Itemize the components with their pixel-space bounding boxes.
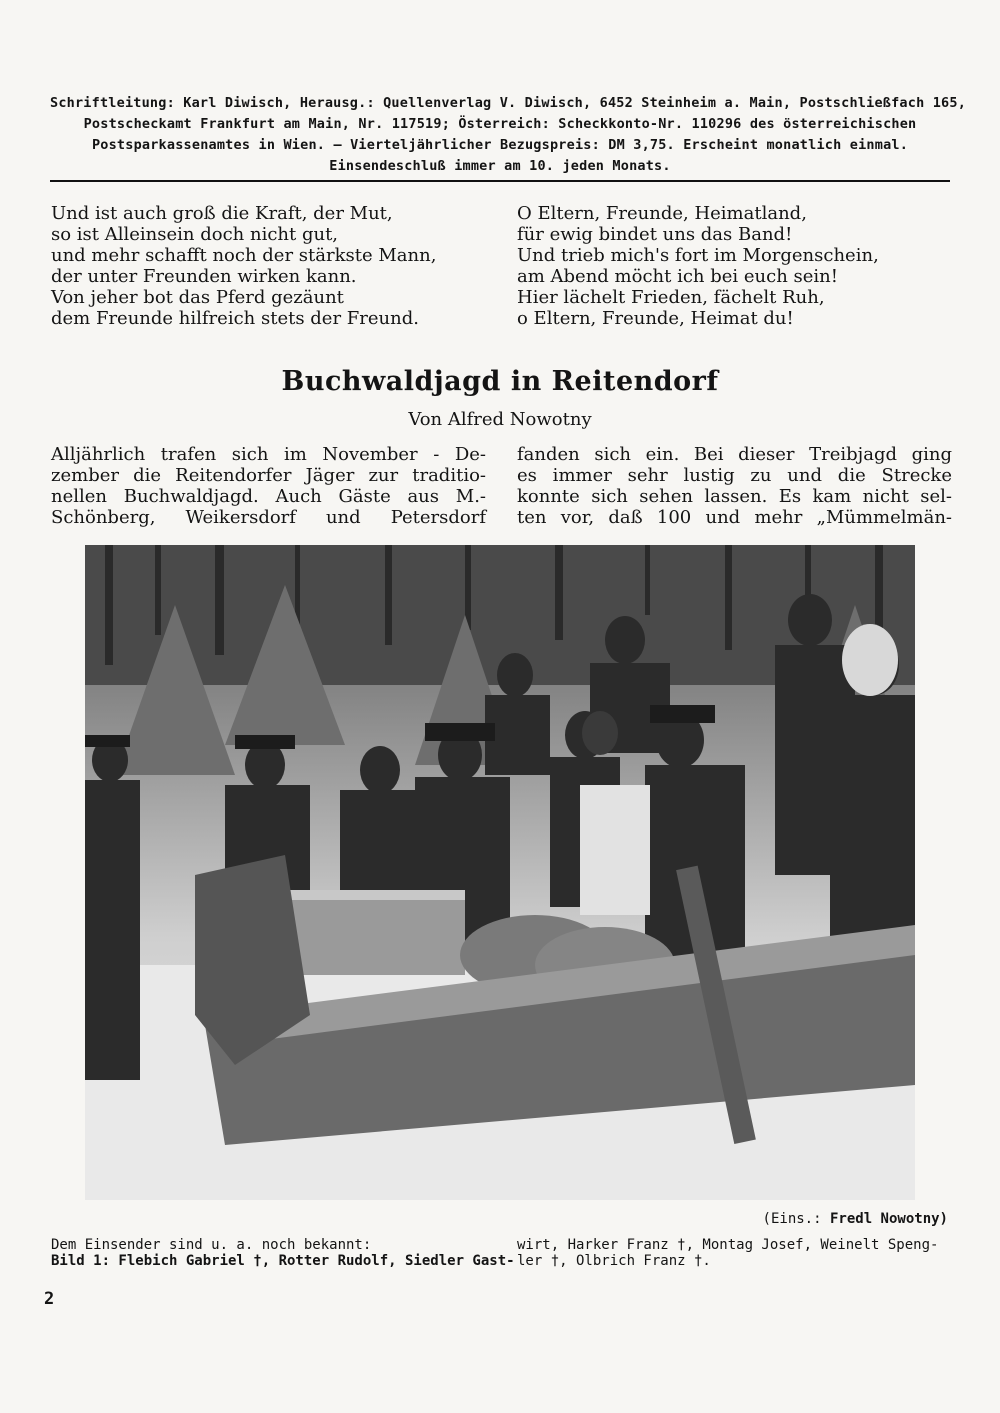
masthead-line: Schriftleitung: Karl Diwisch, Herausg.: Quellenverlag V. Diwisch, 6452 Steinheim a. Main, Postschließfach 165, (50, 95, 967, 111)
masthead (50, 93, 967, 177)
poem-line: Und trieb mich's fort im Morgenschein, (517, 245, 879, 266)
poem-line: dem Freunde hilfreich stets der Freund. (51, 308, 419, 329)
article-line: fanden sich ein. Bei dieser Treibjagd ging (517, 444, 952, 465)
poem-line: am Abend möcht ich bei euch sein! (517, 266, 838, 287)
article-column-right (517, 444, 952, 528)
poem-line: Hier lächelt Frieden, fächelt Ruh, (517, 287, 825, 308)
header-divider (50, 180, 950, 182)
article-author: Von Alfred Nowotny (408, 409, 592, 430)
article-line: es immer sehr lustig zu und die Strecke (517, 465, 952, 486)
article-line: Schönberg, Weikersdorf und Petersdorf (51, 507, 486, 528)
poem-line: O Eltern, Freunde, Heimatland, (517, 203, 807, 224)
masthead-line: Einsendeschluß immer am 10. jeden Monats. (329, 158, 671, 174)
article-line: Alljährlich trafen sich im November - De- (51, 444, 486, 465)
poem-line: für ewig bindet uns das Band! (517, 224, 793, 245)
article-column-left (51, 444, 486, 528)
caption-line: ler †, Olbrich Franz †. (517, 1253, 711, 1269)
poem-left (51, 203, 436, 329)
article-line: nellen Buchwaldjagd. Auch Gäste aus M.- (51, 486, 486, 507)
credit-name: Fredl Nowotny) (829, 1211, 948, 1227)
masthead-line: Postscheckamt Frankfurt am Main, Nr. 117519; Österreich: Scheckkonto-Nr. 110296 des österreichischen (83, 116, 917, 132)
page-number: 2 (44, 1289, 55, 1309)
article-line: zember die Reitendorfer Jäger zur traditio- (51, 465, 486, 486)
caption-right (517, 1237, 938, 1269)
caption-line: Dem Einsender sind u. a. noch bekannt: (51, 1237, 372, 1253)
poem-line: so ist Alleinsein doch nicht gut, (51, 224, 339, 245)
article-line: konnte sich sehen lassen. Es kam nicht sel- (517, 486, 952, 507)
poem-line: Von jeher bot das Pferd gezäunt (51, 287, 344, 308)
photo-illustration (85, 545, 915, 1200)
caption-line: wirt, Harker Franz †, Montag Josef, Weinelt Speng- (517, 1237, 939, 1253)
caption-left (51, 1237, 515, 1269)
credit-prefix: (Eins.: (762, 1211, 822, 1227)
poem-line: o Eltern, Freunde, Heimat du! (517, 308, 794, 329)
hunting-party-photo (85, 545, 915, 1200)
poem-line: der unter Freunden wirken kann. (51, 266, 357, 287)
article-title: Buchwaldjagd in Reitendorf (281, 366, 719, 397)
poem-right (517, 203, 879, 329)
masthead-line: Postsparkassenamtes in Wien. – Vierteljährlicher Bezugspreis: DM 3,75. Erscheint monatlich einmal. (91, 137, 909, 153)
poem-line: Und ist auch groß die Kraft, der Mut, (51, 203, 393, 224)
photo-credit (763, 1211, 948, 1227)
poem-line: und mehr schafft noch der stärkste Mann, (51, 245, 437, 266)
article-line: ten vor, daß 100 und mehr „Mümmelmän- (517, 507, 952, 528)
caption-line: Bild 1: Flebich Gabriel †, Rotter Rudolf, Siedler Gast- (51, 1253, 515, 1269)
